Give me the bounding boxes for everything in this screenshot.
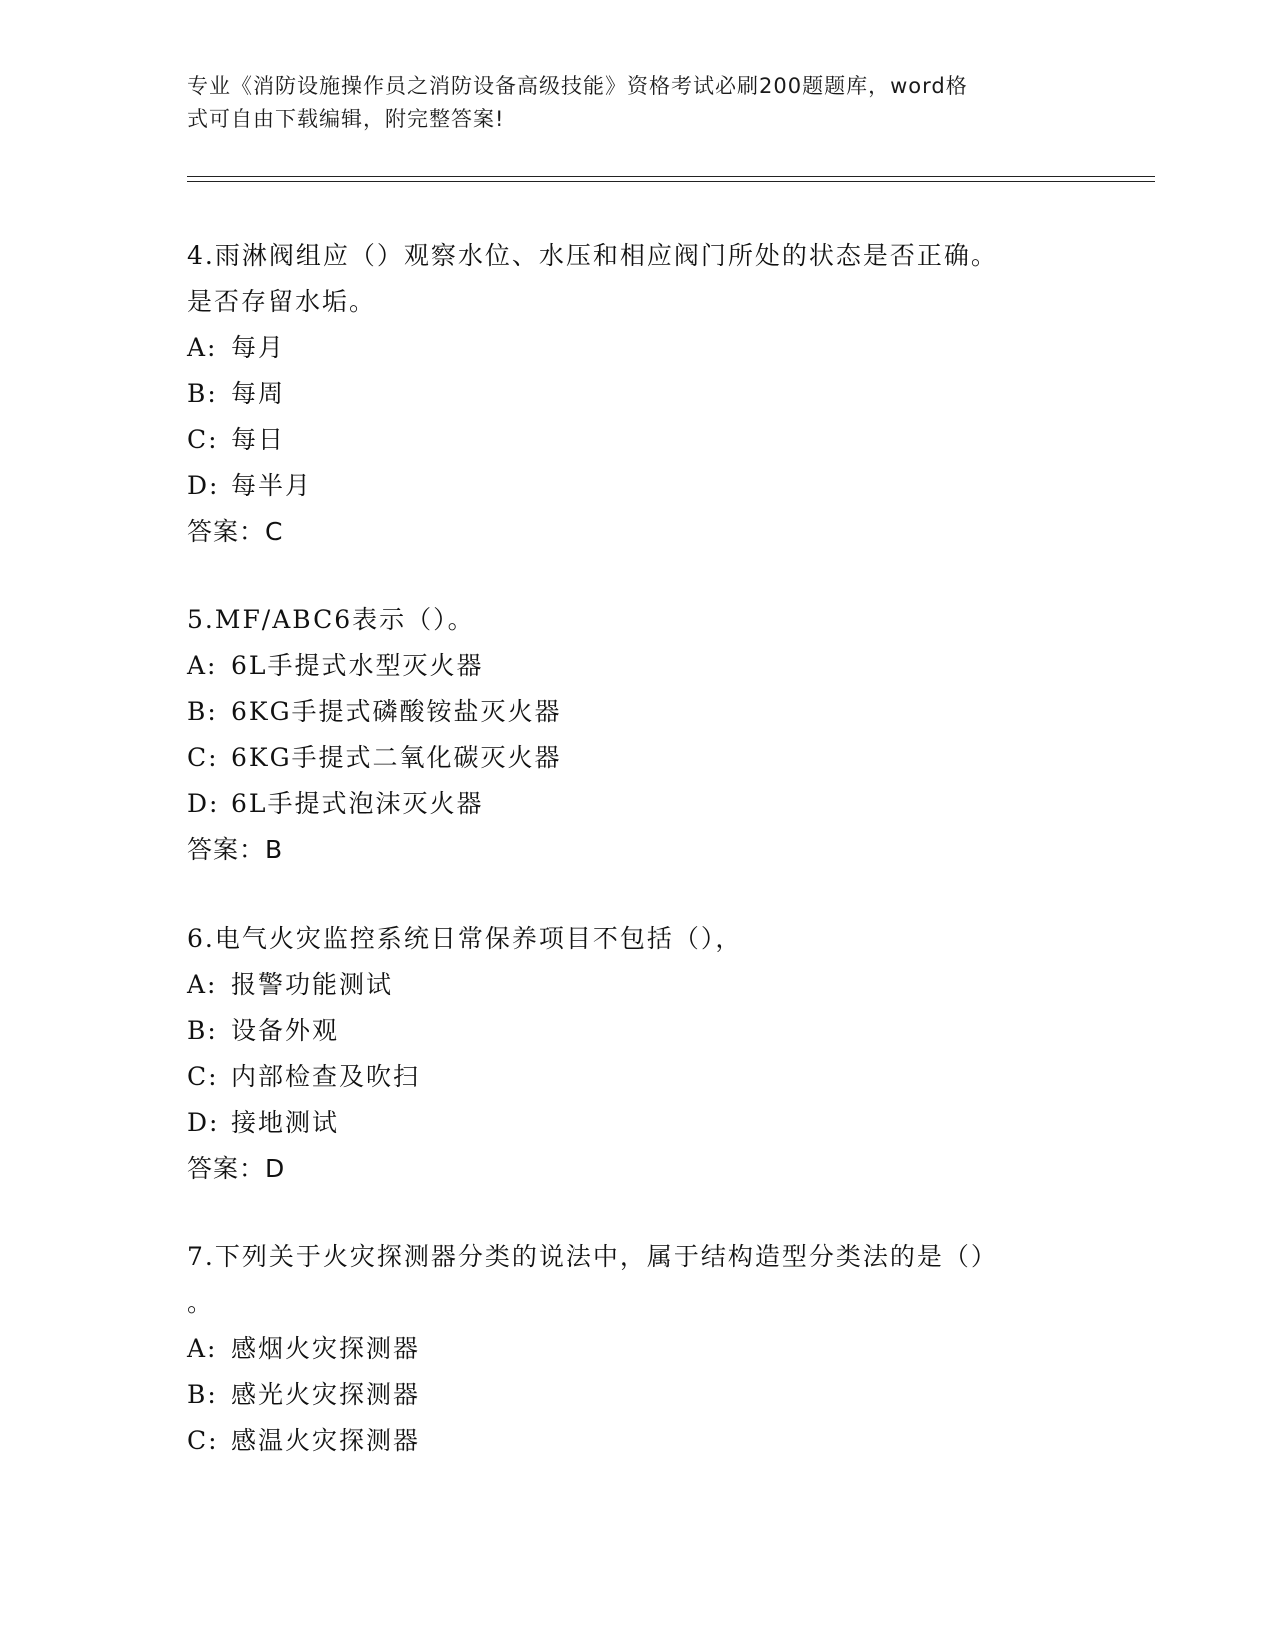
option-text: 感烟火灾探测器 — [231, 1334, 421, 1363]
option-b — [187, 1008, 1067, 1054]
option-text: 6KG手提式二氧化碳灭火器 — [231, 743, 562, 772]
option-letter: B: — [187, 1016, 218, 1045]
question-5 — [187, 597, 1067, 873]
option-text: 感光火灾探测器 — [231, 1380, 421, 1409]
option-a — [187, 962, 1067, 1008]
option-c — [187, 1418, 1067, 1464]
option-b — [187, 689, 1067, 735]
option-text: 6L手提式泡沫灭火器 — [231, 789, 484, 818]
question-6 — [187, 916, 1067, 1192]
header-line-2: 式可自由下载编辑，附完整答案! — [187, 107, 505, 131]
option-text: 6KG手提式磷酸铵盐灭火器 — [231, 697, 562, 726]
header-line-1: 专业《消防设施操作员之消防设备高级技能》资格考试必刷200题题库，word格 — [187, 74, 968, 98]
option-a — [187, 1326, 1067, 1372]
option-letter: C: — [187, 743, 219, 772]
option-a — [187, 325, 1067, 371]
question-stem: 6.电气火灾监控系统日常保养项目不包括（）， — [187, 924, 743, 953]
option-letter: B: — [187, 379, 218, 408]
question-stem-continued: 。 — [187, 1288, 215, 1317]
option-text: 每半月 — [231, 471, 313, 500]
question-stem: 7.下列关于火灾探测器分类的说法中，属于结构造型分类法的是（） — [187, 1242, 998, 1271]
option-c — [187, 1054, 1067, 1100]
option-text: 每日 — [231, 425, 286, 454]
answer-line: 答案：B — [187, 835, 284, 864]
option-text: 设备外观 — [231, 1016, 340, 1045]
option-text: 6L手提式水型灭火器 — [231, 651, 484, 680]
option-letter: A: — [187, 970, 218, 999]
option-b — [187, 371, 1067, 417]
option-letter: C: — [187, 1426, 219, 1455]
option-letter: A: — [187, 1334, 218, 1363]
question-stem: 5.MF/ABC6表示（）。 — [187, 605, 475, 634]
document-header — [187, 70, 1067, 136]
option-letter: B: — [187, 697, 218, 726]
header-rule-top — [187, 176, 1155, 177]
option-d — [187, 463, 1067, 509]
answer-line: 答案：C — [187, 517, 284, 546]
question-4 — [187, 233, 1067, 555]
option-a — [187, 643, 1067, 689]
answer-line: 答案：D — [187, 1154, 286, 1183]
option-text: 内部检查及吹扫 — [231, 1062, 421, 1091]
option-text: 感温火灾探测器 — [231, 1426, 421, 1455]
question-stem-continued: 是否存留水垢。 — [187, 287, 377, 316]
option-letter: A: — [187, 333, 218, 362]
option-c — [187, 417, 1067, 463]
option-letter: C: — [187, 1062, 219, 1091]
question-stem: 4.雨淋阀组应（）观察水位、水压和相应阀门所处的状态是否正确。 — [187, 241, 998, 270]
option-letter: D: — [187, 1108, 220, 1137]
header-rule-bottom — [187, 181, 1155, 182]
option-text: 每月 — [231, 333, 286, 362]
option-d — [187, 1100, 1067, 1146]
option-letter: D: — [187, 789, 220, 818]
option-text: 报警功能测试 — [231, 970, 394, 999]
option-letter: C: — [187, 425, 219, 454]
option-text: 接地测试 — [231, 1108, 340, 1137]
option-letter: D: — [187, 471, 220, 500]
option-text: 每周 — [231, 379, 286, 408]
option-letter: A: — [187, 651, 218, 680]
option-c — [187, 735, 1067, 781]
question-7 — [187, 1234, 1067, 1464]
option-b — [187, 1372, 1067, 1418]
option-letter: B: — [187, 1380, 218, 1409]
option-d — [187, 781, 1067, 827]
